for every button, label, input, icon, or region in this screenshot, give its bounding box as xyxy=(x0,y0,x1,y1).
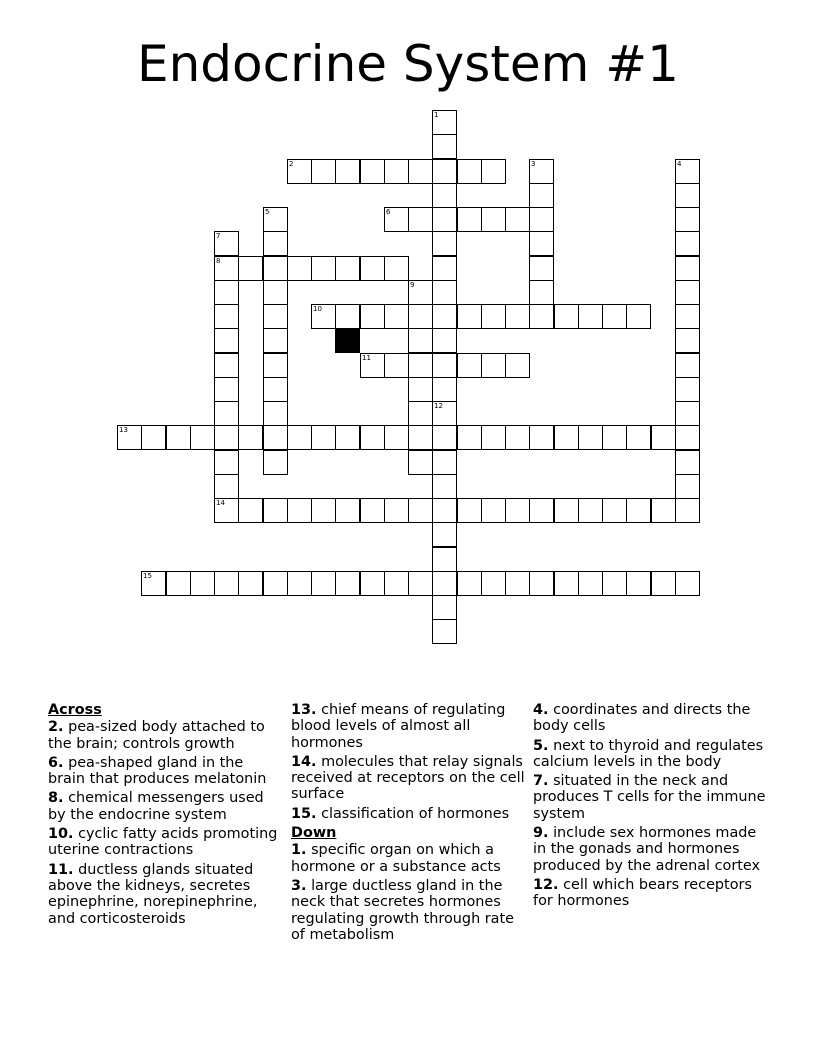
grid-cell[interactable] xyxy=(432,547,457,572)
grid-cell[interactable] xyxy=(432,280,457,305)
grid-cell[interactable] xyxy=(263,328,288,353)
grid-cell[interactable] xyxy=(675,377,700,402)
grid-cell[interactable] xyxy=(432,353,457,378)
clue-across-13: 13. chief means of regulating blood levels of almost all hormones xyxy=(291,702,506,751)
grid-cell[interactable] xyxy=(675,425,700,450)
grid-cell[interactable] xyxy=(457,304,482,329)
grid-cell[interactable] xyxy=(675,353,700,378)
grid-cell[interactable] xyxy=(384,353,409,378)
grid-cell[interactable] xyxy=(335,304,360,329)
grid-cell[interactable] xyxy=(554,304,579,329)
grid-cell[interactable] xyxy=(311,256,336,281)
grid-cell[interactable] xyxy=(481,425,506,450)
grid-cell[interactable] xyxy=(457,353,482,378)
grid-cell[interactable] xyxy=(651,498,676,523)
grid-cell[interactable] xyxy=(238,498,263,523)
grid-cell[interactable] xyxy=(287,256,312,281)
grid-cell[interactable] xyxy=(360,353,385,378)
grid-cell[interactable] xyxy=(626,571,651,596)
clue-down-1: 1. specific organ on which a hormone or a substance acts xyxy=(291,842,501,875)
black-cell xyxy=(335,328,360,353)
clue-across-8: 8. chemical messengers used by the endocrine system xyxy=(48,790,264,823)
cell-number: 12 xyxy=(434,402,443,410)
grid-cell[interactable] xyxy=(675,159,700,184)
grid-cell[interactable] xyxy=(360,498,385,523)
clue-across-10: 10. cyclic fatty acids promoting uterine contractions xyxy=(48,826,278,859)
clue-down-4: 4. coordinates and directs the body cells xyxy=(533,702,751,735)
grid-cell[interactable] xyxy=(675,571,700,596)
cell-number: 5 xyxy=(265,208,270,216)
grid-cell[interactable] xyxy=(505,353,530,378)
grid-cell[interactable] xyxy=(675,498,700,523)
grid-cell[interactable] xyxy=(166,571,191,596)
grid-cell[interactable] xyxy=(384,207,409,232)
grid-cell[interactable] xyxy=(408,425,433,450)
grid-cell[interactable] xyxy=(481,353,506,378)
clue-across-15: 15. classification of hormones xyxy=(291,805,510,822)
grid-cell[interactable] xyxy=(166,425,191,450)
grid-cell[interactable] xyxy=(529,425,554,450)
grid-cell[interactable] xyxy=(432,134,457,159)
grid-cell[interactable] xyxy=(432,304,457,329)
clues-column-3 xyxy=(533,702,769,913)
grid-cell[interactable] xyxy=(408,377,433,402)
grid-cell[interactable] xyxy=(602,425,627,450)
grid-cell[interactable] xyxy=(432,183,457,208)
grid-cell[interactable] xyxy=(311,498,336,523)
grid-cell[interactable] xyxy=(578,425,603,450)
grid-cell[interactable] xyxy=(335,425,360,450)
grid-cell[interactable] xyxy=(384,425,409,450)
grid-cell[interactable] xyxy=(675,474,700,499)
grid-cell[interactable] xyxy=(190,571,215,596)
grid-cell[interactable] xyxy=(675,328,700,353)
grid-cell[interactable] xyxy=(214,304,239,329)
grid-cell[interactable] xyxy=(675,256,700,281)
grid-cell[interactable] xyxy=(214,231,239,256)
grid-cell[interactable] xyxy=(602,571,627,596)
grid-cell[interactable] xyxy=(214,328,239,353)
clue-across-11: 11. ductless glands situated above the kidneys, secretes epinephrine, norepinephrine, and corticosteroids xyxy=(48,861,258,927)
cell-number: 15 xyxy=(143,572,152,580)
cell-number: 10 xyxy=(313,305,322,313)
grid-cell[interactable] xyxy=(675,183,700,208)
clue-across-6: 6. pea-shaped gland in the brain that produces melatonin xyxy=(48,754,267,788)
clue-across-14: 14. molecules that relay signals received at receptors on the cell surface xyxy=(291,753,525,803)
grid-cell[interactable] xyxy=(505,571,530,596)
clue-down-9: 9. include sex hormones made in the gonads and hormones produced by the adrenal cortex xyxy=(533,825,760,874)
grid-cell[interactable] xyxy=(675,401,700,426)
grid-cell[interactable] xyxy=(335,256,360,281)
clue-down-12: 12. cell which bears receptors for hormones xyxy=(533,876,752,910)
grid-cell[interactable] xyxy=(505,425,530,450)
grid-cell[interactable] xyxy=(457,159,482,184)
grid-cell[interactable] xyxy=(529,280,554,305)
grid-cell[interactable] xyxy=(214,450,239,475)
grid-cell[interactable] xyxy=(311,159,336,184)
grid-cell[interactable] xyxy=(408,159,433,184)
cell-number: 9 xyxy=(410,281,415,289)
grid-cell[interactable] xyxy=(335,498,360,523)
grid-cell[interactable] xyxy=(360,571,385,596)
grid-cell[interactable] xyxy=(529,498,554,523)
grid-cell[interactable] xyxy=(529,207,554,232)
grid-cell[interactable] xyxy=(214,474,239,499)
grid-cell[interactable] xyxy=(408,450,433,475)
grid-cell[interactable] xyxy=(554,498,579,523)
grid-cell[interactable] xyxy=(432,110,457,135)
grid-cell[interactable] xyxy=(626,498,651,523)
grid-cell[interactable] xyxy=(335,159,360,184)
cell-number: 8 xyxy=(216,257,221,265)
grid-cell[interactable] xyxy=(505,207,530,232)
cell-number: 1 xyxy=(434,111,439,119)
grid-cell[interactable] xyxy=(311,571,336,596)
grid-cell[interactable] xyxy=(238,571,263,596)
clues-column-2 xyxy=(291,702,527,946)
grid-cell[interactable] xyxy=(432,256,457,281)
grid-cell[interactable] xyxy=(432,401,457,426)
grid-cell[interactable] xyxy=(263,425,288,450)
clue-across-2: 2. pea-sized body attached to the brain; controls growth xyxy=(48,719,265,752)
grid-cell[interactable] xyxy=(263,353,288,378)
grid-cell[interactable] xyxy=(214,401,239,426)
grid-cell[interactable] xyxy=(602,304,627,329)
grid-cell[interactable] xyxy=(675,207,700,232)
cell-number: 3 xyxy=(531,160,536,168)
grid-cell[interactable] xyxy=(117,425,142,450)
grid-cell[interactable] xyxy=(287,571,312,596)
grid-cell[interactable] xyxy=(432,571,457,596)
grid-cell[interactable] xyxy=(408,353,433,378)
grid-cell[interactable] xyxy=(408,498,433,523)
down-heading: Down xyxy=(291,825,337,842)
grid-cell[interactable] xyxy=(408,280,433,305)
grid-cell[interactable] xyxy=(311,425,336,450)
grid-cell[interactable] xyxy=(214,280,239,305)
grid-cell[interactable] xyxy=(651,571,676,596)
grid-cell[interactable] xyxy=(578,304,603,329)
grid-cell[interactable] xyxy=(457,207,482,232)
grid-cell[interactable] xyxy=(141,571,166,596)
grid-cell[interactable] xyxy=(190,425,215,450)
grid-cell[interactable] xyxy=(529,571,554,596)
cell-number: 6 xyxy=(386,208,391,216)
grid-cell[interactable] xyxy=(481,571,506,596)
grid-cell[interactable] xyxy=(408,304,433,329)
grid-cell[interactable] xyxy=(529,304,554,329)
clue-down-7: 7. situated in the neck and produces T cells for the immune system xyxy=(533,773,766,822)
grid-cell[interactable] xyxy=(214,256,239,281)
grid-cell[interactable] xyxy=(384,571,409,596)
grid-cell[interactable] xyxy=(214,377,239,402)
cell-number: 14 xyxy=(216,499,225,507)
grid-cell[interactable] xyxy=(432,450,457,475)
grid-cell[interactable] xyxy=(626,304,651,329)
grid-cell[interactable] xyxy=(602,498,627,523)
grid-cell[interactable] xyxy=(651,425,676,450)
grid-cell[interactable] xyxy=(238,425,263,450)
grid-cell[interactable] xyxy=(238,256,263,281)
grid-cell[interactable] xyxy=(263,207,288,232)
grid-cell[interactable] xyxy=(432,328,457,353)
grid-cell[interactable] xyxy=(675,231,700,256)
grid-cell[interactable] xyxy=(263,304,288,329)
grid-cell[interactable] xyxy=(360,159,385,184)
grid-cell[interactable] xyxy=(408,207,433,232)
grid-cell[interactable] xyxy=(214,425,239,450)
grid-cell[interactable] xyxy=(311,304,336,329)
grid-cell[interactable] xyxy=(529,256,554,281)
grid-cell[interactable] xyxy=(432,498,457,523)
cell-number: 13 xyxy=(119,426,128,434)
clues-column-1 xyxy=(48,702,284,930)
grid-cell[interactable] xyxy=(384,256,409,281)
grid-cell[interactable] xyxy=(263,280,288,305)
grid-cell[interactable] xyxy=(432,207,457,232)
grid-cell[interactable] xyxy=(263,256,288,281)
grid-cell[interactable] xyxy=(432,231,457,256)
grid-cell[interactable] xyxy=(432,159,457,184)
grid-cell[interactable] xyxy=(263,450,288,475)
grid-cell[interactable] xyxy=(360,304,385,329)
grid-cell[interactable] xyxy=(214,571,239,596)
grid-cell[interactable] xyxy=(214,353,239,378)
grid-cell[interactable] xyxy=(384,159,409,184)
grid-cell[interactable] xyxy=(432,474,457,499)
cell-number: 11 xyxy=(362,354,371,362)
grid-cell[interactable] xyxy=(675,280,700,305)
grid-cell[interactable] xyxy=(675,450,700,475)
grid-cell[interactable] xyxy=(335,571,360,596)
grid-cell[interactable] xyxy=(481,498,506,523)
grid-cell[interactable] xyxy=(481,304,506,329)
grid-cell[interactable] xyxy=(432,522,457,547)
grid-cell[interactable] xyxy=(481,207,506,232)
grid-cell[interactable] xyxy=(432,425,457,450)
cell-number: 4 xyxy=(677,160,682,168)
grid-cell[interactable] xyxy=(457,571,482,596)
grid-cell[interactable] xyxy=(384,498,409,523)
grid-cell[interactable] xyxy=(457,498,482,523)
grid-cell[interactable] xyxy=(263,571,288,596)
grid-cell[interactable] xyxy=(554,425,579,450)
grid-cell[interactable] xyxy=(578,498,603,523)
cell-number: 7 xyxy=(216,232,221,240)
clue-down-5: 5. next to thyroid and regulates calcium levels in the body xyxy=(533,737,764,770)
grid-cell[interactable] xyxy=(408,401,433,426)
grid-cell[interactable] xyxy=(141,425,166,450)
grid-cell[interactable] xyxy=(432,595,457,620)
grid-cell[interactable] xyxy=(505,498,530,523)
grid-cell[interactable] xyxy=(554,571,579,596)
grid-cell[interactable] xyxy=(263,401,288,426)
grid-cell[interactable] xyxy=(287,159,312,184)
grid-cell[interactable] xyxy=(529,231,554,256)
grid-cell[interactable] xyxy=(626,425,651,450)
grid-cell[interactable] xyxy=(457,425,482,450)
grid-cell[interactable] xyxy=(384,304,409,329)
grid-cell[interactable] xyxy=(432,377,457,402)
grid-cell[interactable] xyxy=(408,328,433,353)
grid-cell[interactable] xyxy=(432,619,457,644)
grid-cell[interactable] xyxy=(505,304,530,329)
grid-cell[interactable] xyxy=(481,159,506,184)
grid-cell[interactable] xyxy=(263,377,288,402)
grid-cell[interactable] xyxy=(529,159,554,184)
clue-down-3: 3. large ductless gland in the neck that secretes hormones regulating growth through rate of metabolism xyxy=(291,877,514,943)
grid-cell[interactable] xyxy=(529,183,554,208)
grid-cell[interactable] xyxy=(360,425,385,450)
grid-cell[interactable] xyxy=(360,256,385,281)
grid-cell[interactable] xyxy=(214,498,239,523)
grid-cell[interactable] xyxy=(578,571,603,596)
grid-cell[interactable] xyxy=(263,231,288,256)
grid-cell[interactable] xyxy=(263,498,288,523)
grid-cell[interactable] xyxy=(287,425,312,450)
across-heading: Across xyxy=(48,702,102,718)
cell-number: 2 xyxy=(289,160,294,168)
grid-cell[interactable] xyxy=(408,571,433,596)
grid-cell[interactable] xyxy=(287,498,312,523)
grid-cell[interactable] xyxy=(675,304,700,329)
puzzle-title: Endocrine System #1 xyxy=(137,35,679,93)
